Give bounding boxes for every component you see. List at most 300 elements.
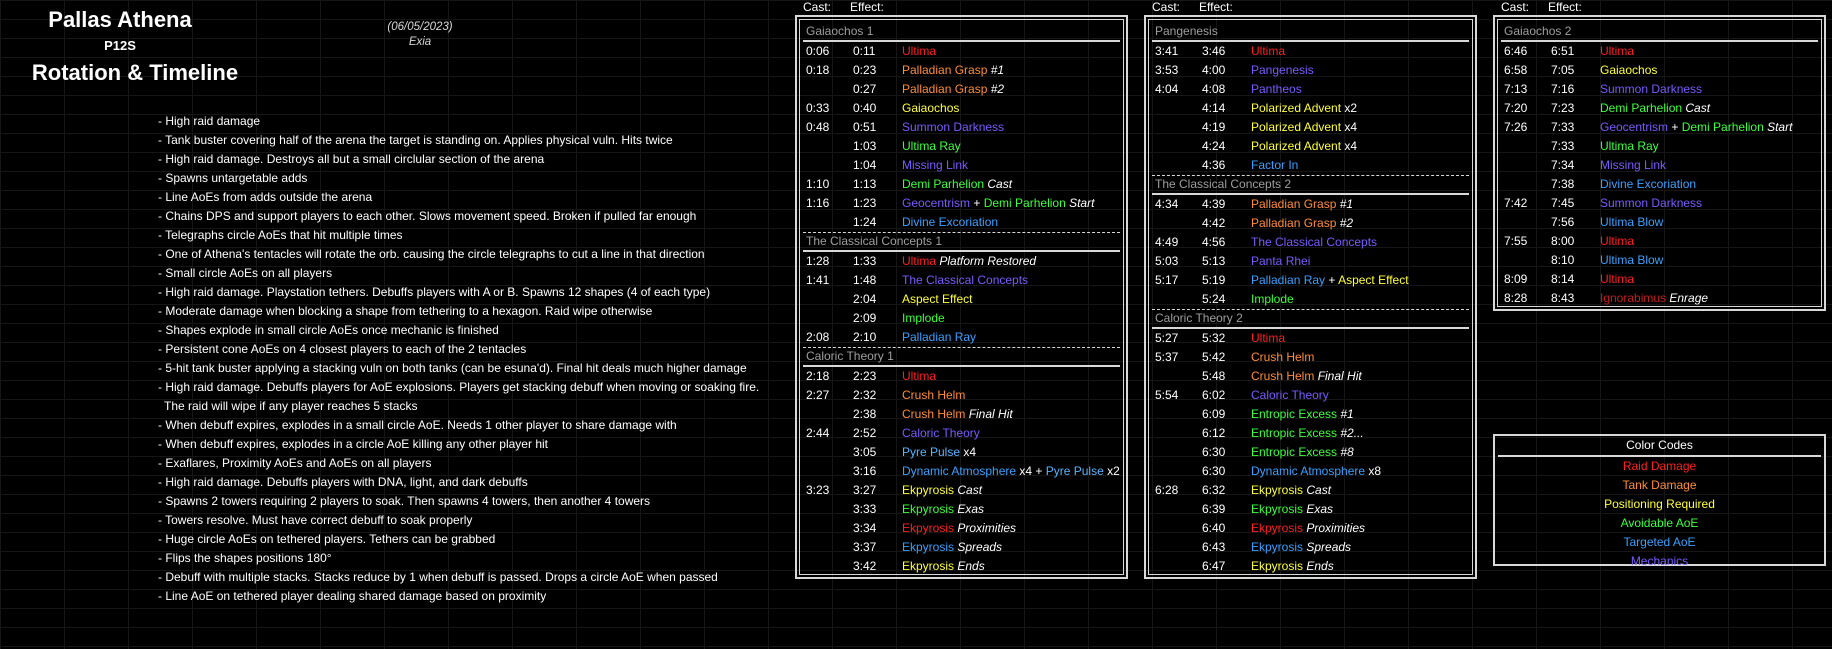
ability-part: Ultima — [1600, 234, 1635, 248]
ability-name — [902, 118, 1004, 137]
effect-time: 0:11 — [853, 44, 876, 58]
fight-code: P12S — [104, 38, 136, 53]
ability-name — [902, 309, 945, 328]
ability-part: #1 — [990, 63, 1005, 77]
effect-time: 3:27 — [853, 483, 877, 497]
ability-part: Palladian Grasp — [902, 82, 991, 96]
ability-part: Ultima Blow — [1600, 253, 1664, 267]
ability-part: Ignorabimus — [1600, 291, 1670, 305]
ability-name — [1251, 386, 1329, 405]
ability-name — [1600, 156, 1666, 175]
timeline-row — [1149, 233, 1472, 252]
ability-part: Exas — [957, 502, 985, 516]
timeline-row — [800, 290, 1123, 309]
timeline-row — [800, 309, 1123, 328]
timeline-row — [1149, 137, 1472, 156]
ability-part: Ekpyrosis — [902, 540, 958, 554]
effect-time: 6:32 — [1202, 483, 1226, 497]
timeline-row — [1149, 500, 1472, 519]
cast-time: 2:27 — [806, 388, 830, 402]
ability-name — [902, 194, 1094, 213]
ability-part: #8 — [1340, 445, 1354, 459]
ability-name — [1251, 443, 1354, 462]
timeline-row — [800, 538, 1123, 557]
ability-part: Aspect Effect — [1338, 273, 1409, 287]
ability-part: Entropic Excess — [1251, 426, 1341, 440]
ability-name — [1251, 118, 1357, 137]
timeline-row — [1149, 443, 1472, 462]
ability-part: x2 — [1344, 101, 1358, 115]
cast-time: 0:33 — [806, 101, 830, 115]
glossary-description: - Small circle AoEs on all players — [158, 266, 333, 280]
section-title: The Classical Concepts 2 — [1155, 177, 1292, 191]
ability-part: Ends — [1306, 559, 1334, 573]
ability-name — [1251, 500, 1333, 519]
timeline-row — [1149, 118, 1472, 137]
effect-header: Effect: — [850, 0, 884, 14]
ability-name — [1251, 271, 1409, 290]
cast-time: 1:16 — [806, 196, 830, 210]
glossary-description: - High raid damage. Debuffs players for AoE explosions. Players get stacking debuff when moving or soaking fire. — [158, 380, 760, 394]
timeline-row — [1498, 137, 1821, 156]
effect-time: 1:33 — [853, 254, 877, 268]
effect-time: 3:42 — [853, 559, 877, 573]
effect-time: 2:38 — [853, 407, 877, 421]
ability-part: Geocentrism — [1600, 120, 1669, 134]
ability-name — [1600, 289, 1708, 308]
effect-time: 3:05 — [853, 445, 877, 459]
cast-time: 0:18 — [806, 63, 830, 77]
ability-name — [1251, 252, 1310, 271]
cast-time: 7:20 — [1504, 101, 1528, 115]
effect-time: 2:10 — [853, 330, 877, 344]
timeline-row — [800, 424, 1123, 443]
timeline-row — [1149, 557, 1472, 576]
ability-part: Cast — [1685, 101, 1711, 115]
ability-name — [1251, 481, 1331, 500]
ability-name — [902, 175, 1012, 194]
ability-name — [1251, 424, 1364, 443]
timeline-row — [1149, 405, 1472, 424]
ability-name — [902, 99, 959, 118]
ability-part: Ekpyrosis — [902, 559, 958, 573]
ability-part: #2 — [1339, 216, 1354, 230]
timeline-row — [1149, 99, 1472, 118]
effect-time: 4:19 — [1202, 120, 1226, 134]
timeline-row — [1149, 42, 1472, 61]
effect-time: 4:24 — [1202, 139, 1226, 153]
glossary-description: - 5-hit tank buster applying a stacking vuln on both tanks (can be esuna'd). Final hit deals much higher damage — [158, 361, 747, 375]
ability-part: Caloric Theory — [902, 426, 980, 440]
timeline-inner-frame — [1497, 19, 1822, 307]
cast-time: 0:48 — [806, 120, 830, 134]
ability-name — [1251, 519, 1365, 538]
glossary-description: - Shapes explode in small circle AoEs once mechanic is finished — [158, 323, 499, 337]
timeline-row — [800, 462, 1123, 481]
cast-time: 5:54 — [1155, 388, 1179, 402]
effect-time: 1:03 — [853, 139, 877, 153]
ability-part: Ends — [957, 559, 985, 573]
ability-part: Crush Helm — [902, 388, 966, 402]
effect-time: 1:24 — [853, 215, 877, 229]
glossary-description: - Exaflares, Proximity AoEs and AoEs on all players — [158, 456, 432, 470]
timeline-row — [1149, 348, 1472, 367]
glossary-description: - High raid damage — [158, 114, 261, 128]
ability-name — [902, 538, 1002, 557]
glossary-description: - Spawns 2 towers requiring 2 players to soak. Then spawns 4 towers, then another 4 towers — [158, 494, 651, 508]
ability-name — [902, 367, 936, 386]
ability-name — [1251, 348, 1314, 367]
effect-time: 2:52 — [853, 426, 877, 440]
ability-part: Pyre Pulse — [1045, 464, 1108, 478]
ability-part: Start — [1767, 120, 1793, 134]
ability-part: Cast — [1306, 483, 1332, 497]
ability-part: Summon Darkness — [902, 120, 1005, 134]
effect-time: 5:13 — [1202, 254, 1226, 268]
legend-item: Raid Damage — [1622, 459, 1697, 473]
effect-time: 6:30 — [1202, 464, 1226, 478]
ability-part: x4 — [1344, 120, 1358, 134]
cast-time: 7:26 — [1504, 120, 1528, 134]
effect-time: 2:23 — [853, 369, 877, 383]
effect-time: 7:23 — [1551, 101, 1575, 115]
effect-time: 2:09 — [853, 311, 877, 325]
cast-header: Cast: — [1501, 0, 1530, 14]
effect-time: 6:02 — [1202, 388, 1226, 402]
cast-time: 7:13 — [1504, 82, 1528, 96]
cast-time: 5:27 — [1155, 331, 1179, 345]
effect-time: 5:24 — [1202, 292, 1226, 306]
ability-part: x4 + — [1019, 464, 1046, 478]
ability-part: Proximities — [1306, 521, 1366, 535]
timeline-row — [800, 61, 1123, 80]
timeline-row — [1149, 290, 1472, 309]
ability-name — [902, 481, 982, 500]
ability-part: #1 — [1339, 197, 1354, 211]
ability-part: Dynamic Atmosphere — [902, 464, 1020, 478]
effect-time: 4:36 — [1202, 158, 1226, 172]
ability-part: Polarized Advent — [1251, 120, 1345, 134]
timeline-inner-frame — [1148, 19, 1473, 575]
ability-name — [1600, 251, 1663, 270]
ability-name — [1251, 156, 1298, 175]
ability-name — [1251, 462, 1381, 481]
glossary-description: - When debuff expires, explodes in a circle AoE killing any other player hit — [158, 437, 548, 451]
ability-part: Ekpyrosis — [902, 521, 958, 535]
glossary-description: - Debuff with multiple stacks. Stacks reduce by 1 when debuff is passed. Drops a circle AoE when passed — [158, 570, 718, 584]
ability-part: Ekpyrosis — [902, 483, 958, 497]
effect-time: 1:48 — [853, 273, 877, 287]
glossary-description: - Spawns untargetable adds — [158, 171, 308, 185]
effect-time: 5:48 — [1202, 369, 1226, 383]
ability-part: Palladian Grasp — [902, 63, 991, 77]
ability-part: Ekpyrosis — [1251, 483, 1307, 497]
effect-time: 0:23 — [853, 63, 877, 77]
timeline-row — [1498, 42, 1821, 61]
ability-name — [1251, 214, 1353, 233]
effect-time: 3:46 — [1202, 44, 1226, 58]
glossary-description: - High raid damage. Destroys all but a small circlular section of the arena — [158, 152, 545, 166]
ability-name — [1600, 61, 1657, 80]
ability-name — [902, 386, 965, 405]
ability-part: Final Hit — [968, 407, 1013, 421]
effect-time: 4:14 — [1202, 101, 1226, 115]
ability-part: Polarized Advent — [1251, 139, 1345, 153]
ability-name — [1600, 99, 1710, 118]
effect-time: 1:04 — [853, 158, 877, 172]
ability-part: Aspect Effect — [902, 292, 973, 306]
cast-time: 3:41 — [1155, 44, 1179, 58]
effect-time: 6:40 — [1202, 521, 1226, 535]
ability-part: Palladian Ray — [902, 330, 977, 344]
ability-part: Demi Parhelion — [983, 196, 1070, 210]
timeline-row — [1149, 156, 1472, 175]
ability-name — [1251, 233, 1377, 252]
ability-part: Cast — [957, 483, 983, 497]
ability-part: Entropic Excess — [1251, 407, 1341, 421]
timeline-row — [1149, 538, 1472, 557]
ability-part: Ultima — [902, 369, 937, 383]
ability-part: Factor In — [1251, 158, 1299, 172]
cast-time: 8:09 — [1504, 272, 1528, 286]
ability-part: #2 — [990, 82, 1005, 96]
ability-name — [1251, 99, 1357, 118]
section-title: Gaiaochos 1 — [806, 24, 874, 38]
cast-time: 1:10 — [806, 177, 830, 191]
ability-part: The Classical Concepts — [1251, 235, 1378, 249]
glossary-description: - Line AoE on tethered player dealing shared damage based on proximity — [158, 589, 547, 603]
ability-part: Panta Rhei — [1251, 254, 1311, 268]
ability-name — [902, 405, 1013, 424]
timeline-row — [1149, 195, 1472, 214]
ability-name — [902, 328, 976, 347]
ability-part: Ultima Ray — [1600, 139, 1659, 153]
cast-time: 4:04 — [1155, 82, 1179, 96]
effect-time: 7:38 — [1551, 177, 1575, 191]
ability-part: x8 — [1368, 464, 1382, 478]
color-legend — [1493, 434, 1826, 566]
timeline-row — [800, 271, 1123, 290]
ability-name — [1251, 405, 1354, 424]
ability-part: Crush Helm — [1251, 350, 1315, 364]
effect-time: 4:56 — [1202, 235, 1226, 249]
legend-item: Mechanics — [1630, 554, 1689, 568]
timeline-row — [1498, 213, 1821, 232]
section-title: Pangenesis — [1155, 24, 1218, 38]
ability-part: x4 — [1344, 139, 1358, 153]
effect-time: 8:00 — [1551, 234, 1575, 248]
glossary-description: - High raid damage. Playstation tethers. Debuffs players with A or B. Spawns 12 shapes (4 of each type) — [158, 285, 711, 299]
legend-item: Tank Damage — [1622, 478, 1697, 492]
timeline-row — [800, 42, 1123, 61]
timeline-row — [1498, 232, 1821, 251]
timeline-row — [1498, 175, 1821, 194]
cast-time: 3:53 — [1155, 63, 1179, 77]
ability-name — [1251, 329, 1285, 348]
ability-name — [902, 424, 980, 443]
ability-name — [902, 557, 985, 576]
timeline-row — [1149, 214, 1472, 233]
ability-name — [902, 42, 936, 61]
ability-part: Demi Parhelion — [902, 177, 988, 191]
ability-part: Ultima — [1251, 44, 1286, 58]
timeline-row — [800, 252, 1123, 271]
ability-part: Geocentrism — [902, 196, 971, 210]
cast-header: Cast: — [803, 0, 832, 14]
timeline-row — [800, 99, 1123, 118]
effect-time: 7:05 — [1551, 63, 1575, 77]
section-title: Caloric Theory 1 — [806, 349, 894, 363]
ability-part: Ultima — [1600, 272, 1635, 286]
effect-time: 6:09 — [1202, 407, 1226, 421]
ability-part: Ekpyrosis — [902, 502, 958, 516]
ability-part: Missing Link — [1600, 158, 1667, 172]
ability-name — [902, 519, 1016, 538]
timeline-row — [800, 118, 1123, 137]
glossary-description: The raid will wipe if any player reaches 5 stacks — [164, 399, 418, 413]
cast-time: 7:55 — [1504, 234, 1528, 248]
timeline-row — [1149, 462, 1472, 481]
ability-name — [1600, 213, 1663, 232]
timeline-row — [800, 481, 1123, 500]
ability-part: Caloric Theory — [1251, 388, 1329, 402]
ability-part: Summon Darkness — [1600, 196, 1703, 210]
effect-time: 0:40 — [853, 101, 877, 115]
ability-name — [1600, 42, 1634, 61]
effect-time: 7:16 — [1551, 82, 1575, 96]
ability-name — [1251, 80, 1302, 99]
boss-title: Pallas Athena — [48, 7, 192, 32]
effect-time: 7:45 — [1551, 196, 1575, 210]
cast-time: 8:28 — [1504, 291, 1528, 305]
ability-part: #1 — [1340, 407, 1354, 421]
ability-part: Palladian Grasp — [1251, 197, 1340, 211]
ability-part: Ekpyrosis — [1251, 540, 1307, 554]
timeline-row — [1149, 271, 1472, 290]
ability-part: Pantheos — [1251, 82, 1302, 96]
ability-name — [902, 213, 998, 232]
ability-part: Implode — [1251, 292, 1294, 306]
ability-part: Palladian Grasp — [1251, 216, 1340, 230]
ability-name — [902, 61, 1004, 80]
timeline-row — [1149, 481, 1472, 500]
glossary-description: - Telegraphs circle AoEs that hit multiple times — [158, 228, 403, 242]
ability-name — [1251, 290, 1294, 309]
cast-time: 1:28 — [806, 254, 830, 268]
ability-part: + — [1325, 273, 1339, 287]
timeline-row — [800, 557, 1123, 576]
timeline-row — [1498, 99, 1821, 118]
effect-header: Effect: — [1199, 0, 1233, 14]
ability-name — [902, 80, 1004, 99]
ability-part: x4 — [963, 445, 977, 459]
ability-name — [1251, 538, 1351, 557]
timeline-frame — [1493, 15, 1826, 311]
timeline-row — [800, 500, 1123, 519]
cast-header: Cast: — [1152, 0, 1181, 14]
effect-time: 3:34 — [853, 521, 877, 535]
ability-name — [1251, 367, 1362, 386]
ability-part: Polarized Advent — [1251, 101, 1345, 115]
ability-part: + — [1668, 120, 1682, 134]
legend-item: Positioning Required — [1604, 497, 1715, 511]
ability-part: Ultima Blow — [1600, 215, 1664, 229]
timeline-row — [800, 367, 1123, 386]
cast-time: 5:17 — [1155, 273, 1179, 287]
ability-name — [1251, 137, 1357, 156]
ability-name — [1600, 175, 1696, 194]
timeline-row — [1149, 424, 1472, 443]
section-title: The Classical Concepts 1 — [806, 234, 943, 248]
ability-name — [1251, 61, 1314, 80]
ability-part: Exas — [1306, 502, 1334, 516]
cast-time: 0:06 — [806, 44, 830, 58]
ability-part: Gaiaochos — [1600, 63, 1658, 77]
effect-time: 1:23 — [853, 196, 877, 210]
timeline-row — [1498, 251, 1821, 270]
ability-name — [902, 290, 972, 309]
effect-time: 2:32 — [853, 388, 877, 402]
date-label: (06/05/2023) — [387, 21, 453, 33]
cast-time: 6:58 — [1504, 63, 1528, 77]
cast-time: 1:41 — [806, 273, 830, 287]
ability-part: x2 — [1107, 464, 1120, 478]
timeline-frame — [1144, 15, 1477, 579]
effect-time: 4:00 — [1202, 63, 1226, 77]
glossary-description: - Line AoEs from adds outside the arena — [158, 190, 373, 204]
ability-name — [1600, 118, 1792, 137]
effect-time: 4:08 — [1202, 82, 1226, 96]
effect-time: 6:43 — [1202, 540, 1226, 554]
ability-part: Divine Excoriation — [902, 215, 999, 229]
glossary-description: - When debuff expires, explodes in a small circle AoE. Needs 1 other player to share damage with — [158, 418, 677, 432]
timeline-row — [1149, 61, 1472, 80]
ability-part: Dynamic Atmosphere — [1251, 464, 1369, 478]
ability-part: Gaiaochos — [902, 101, 960, 115]
ability-part: Crush Helm — [902, 407, 969, 421]
glossary-description: - Flips the shapes positions 180° — [158, 551, 332, 565]
ability-part: + — [970, 196, 984, 210]
ability-part: Entropic Excess — [1251, 445, 1341, 459]
cast-time: 5:03 — [1155, 254, 1179, 268]
ability-name — [1251, 557, 1334, 576]
timeline-row — [800, 213, 1123, 232]
cast-time: 5:37 — [1155, 350, 1179, 364]
ability-part: Ultima — [902, 254, 940, 268]
effect-time: 3:33 — [853, 502, 877, 516]
ability-part: Summon Darkness — [1600, 82, 1703, 96]
timeline-row — [800, 194, 1123, 213]
ability-part: Divine Excoriation — [1600, 177, 1697, 191]
effect-time: 6:12 — [1202, 426, 1226, 440]
ability-part: The Classical Concepts — [902, 273, 1029, 287]
ability-part: Pyre Pulse — [902, 445, 964, 459]
cast-time: 6:28 — [1155, 483, 1179, 497]
ability-part: Palladian Ray — [1251, 273, 1326, 287]
legend-item: Avoidable AoE — [1620, 516, 1699, 530]
author-label: Exia — [408, 36, 432, 48]
effect-time: 5:42 — [1202, 350, 1226, 364]
timeline-row — [800, 386, 1123, 405]
effect-time: 8:14 — [1551, 272, 1575, 286]
timeline-row — [1498, 80, 1821, 99]
timeline-row — [800, 175, 1123, 194]
cast-time: 4:49 — [1155, 235, 1179, 249]
effect-time: 6:39 — [1202, 502, 1226, 516]
glossary-description: - Tank buster covering half of the arena the target is standing on. Applies physical vuln. Hits twice — [158, 133, 673, 147]
effect-time: 1:13 — [853, 177, 877, 191]
ability-name — [1600, 194, 1702, 213]
